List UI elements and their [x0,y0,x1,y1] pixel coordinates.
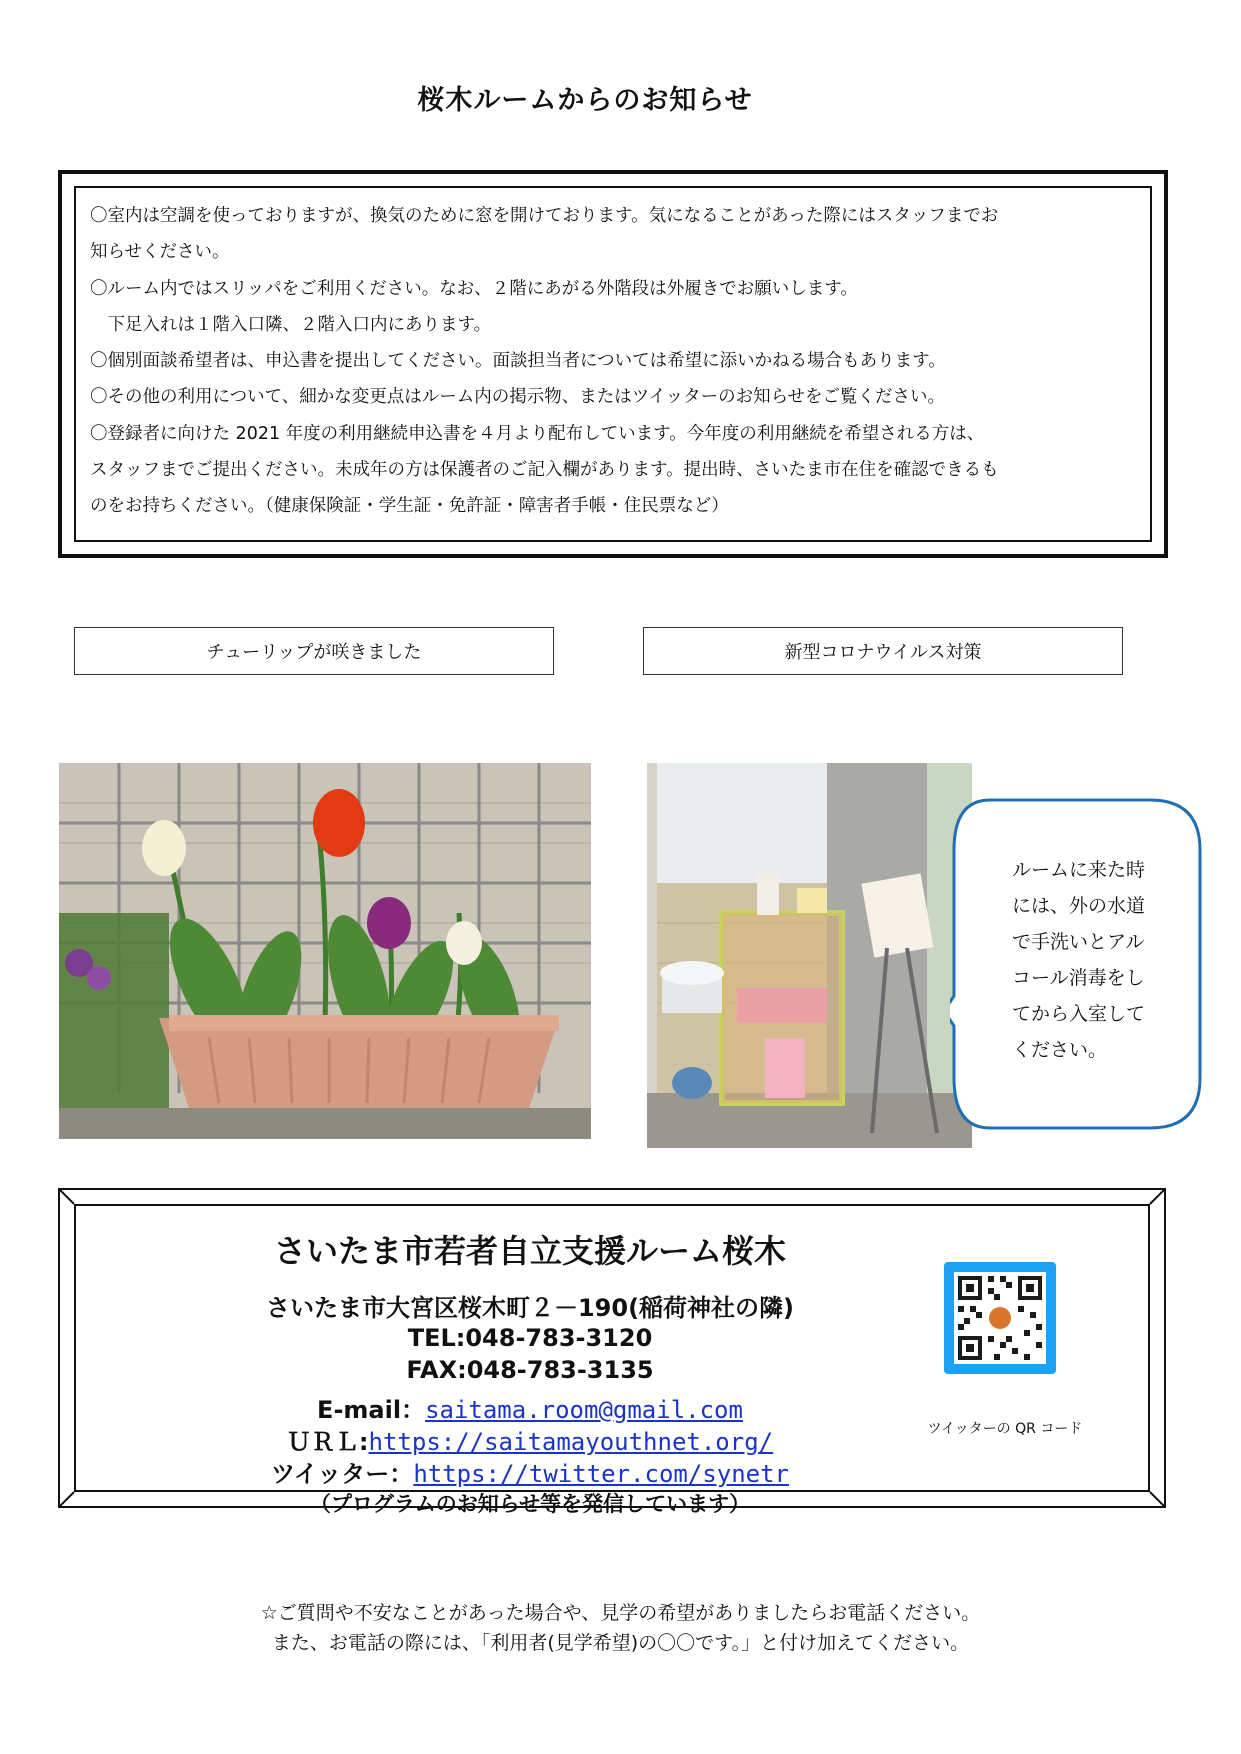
footer-line: ☆ご質問や不安なことがあった場合や、見学の希望がありましたらお電話ください。 [260,1602,981,1624]
tulip-photo [59,763,591,1139]
notice-line: のをお持ちください。（健康保険証・学生証・免許証・障害者手帳・住民票など） [90,496,729,517]
tulip-photo-label: チューリップが咲きました [74,627,554,675]
bubble-line: ルームに来た時 [1012,859,1146,881]
covid-photo-label: 新型コロナウイルス対策 [643,627,1123,675]
bubble-line: コール消毒をし [1012,967,1145,989]
organization-name: さいたま市若者自立支援ルーム桜木 [273,1232,786,1270]
website-link[interactable]: https://saitamayouthnet.org/ [368,1428,774,1456]
twitter-row [90,1454,970,1489]
fax-number: FAX:048-783-3135 [406,1356,654,1384]
notice-line: 〇その他の利用について、細かな変更点はルーム内の掲示物、またはツイッターのお知らせをご覧ください。 [90,387,946,408]
notice-line: 〇ルーム内ではスリッパをご利用ください。なお、２階にあがる外階段は外履きでお願いします。 [90,278,858,299]
page-title: 桜木ルームからのお知らせ [417,85,753,116]
notice-line: 下足入れは１階入口隣、２階入口内にあります。 [90,314,492,335]
email-label: E-mail： [317,1396,426,1424]
notice-line: 〇登録者に向けた 2021 年度の利用継続申込書を４月より配布しています。今年度の利用継続を希望される方は、 [90,423,985,444]
twitter-label: ツイッター： [270,1460,414,1488]
url-label: ＵＲＬ: [286,1428,369,1456]
program-note: （プログラムのお知らせ等を発信しています） [309,1492,751,1516]
url-row [90,1422,970,1457]
sanitizer-station-photo [647,763,972,1148]
notice-inner-frame [74,186,1152,542]
notice-line: 知らせください。 [90,242,230,263]
email-row [90,1390,970,1425]
twitter-qr-code[interactable] [944,1262,1056,1374]
bubble-line: ください。 [1012,1039,1108,1061]
qr-caption: ツイッターの QR コード [927,1421,1083,1437]
bubble-line: には、外の水道 [1012,895,1146,917]
bubble-line: で手洗いとアル [1012,931,1145,953]
bubble-line: てから入室して [1012,1003,1146,1025]
twitter-link[interactable]: https://twitter.com/synetr [413,1460,789,1488]
address: さいたま市大宮区桜木町２－190(稲荷神社の隣) [265,1294,795,1322]
tel-number: TEL:048-783-3120 [407,1324,653,1352]
notice-line: 〇個別面談希望者は、申込書を提出してください。面談担当者については希望に添いかねる場合もあります。 [90,351,946,372]
notice-line: スタッフまでご提出ください。未成年の方は保護者のご記入欄があります。提出時、さいたま市在住を確認できるも [90,460,999,481]
notice-box [58,170,1168,558]
notice-line: 〇室内は空調を使っておりますが、換気のために窓を開けております。気になることがあった際にはスタッフまでお [90,206,999,226]
email-link[interactable]: saitama.room@gmail.com [425,1396,743,1424]
bubble-text [1012,852,1182,1068]
footer-line: また、お電話の際には、「利用者(見学希望)の〇〇です。」と付け加えてください。 [271,1632,970,1654]
qr-code-icon [944,1262,1056,1374]
